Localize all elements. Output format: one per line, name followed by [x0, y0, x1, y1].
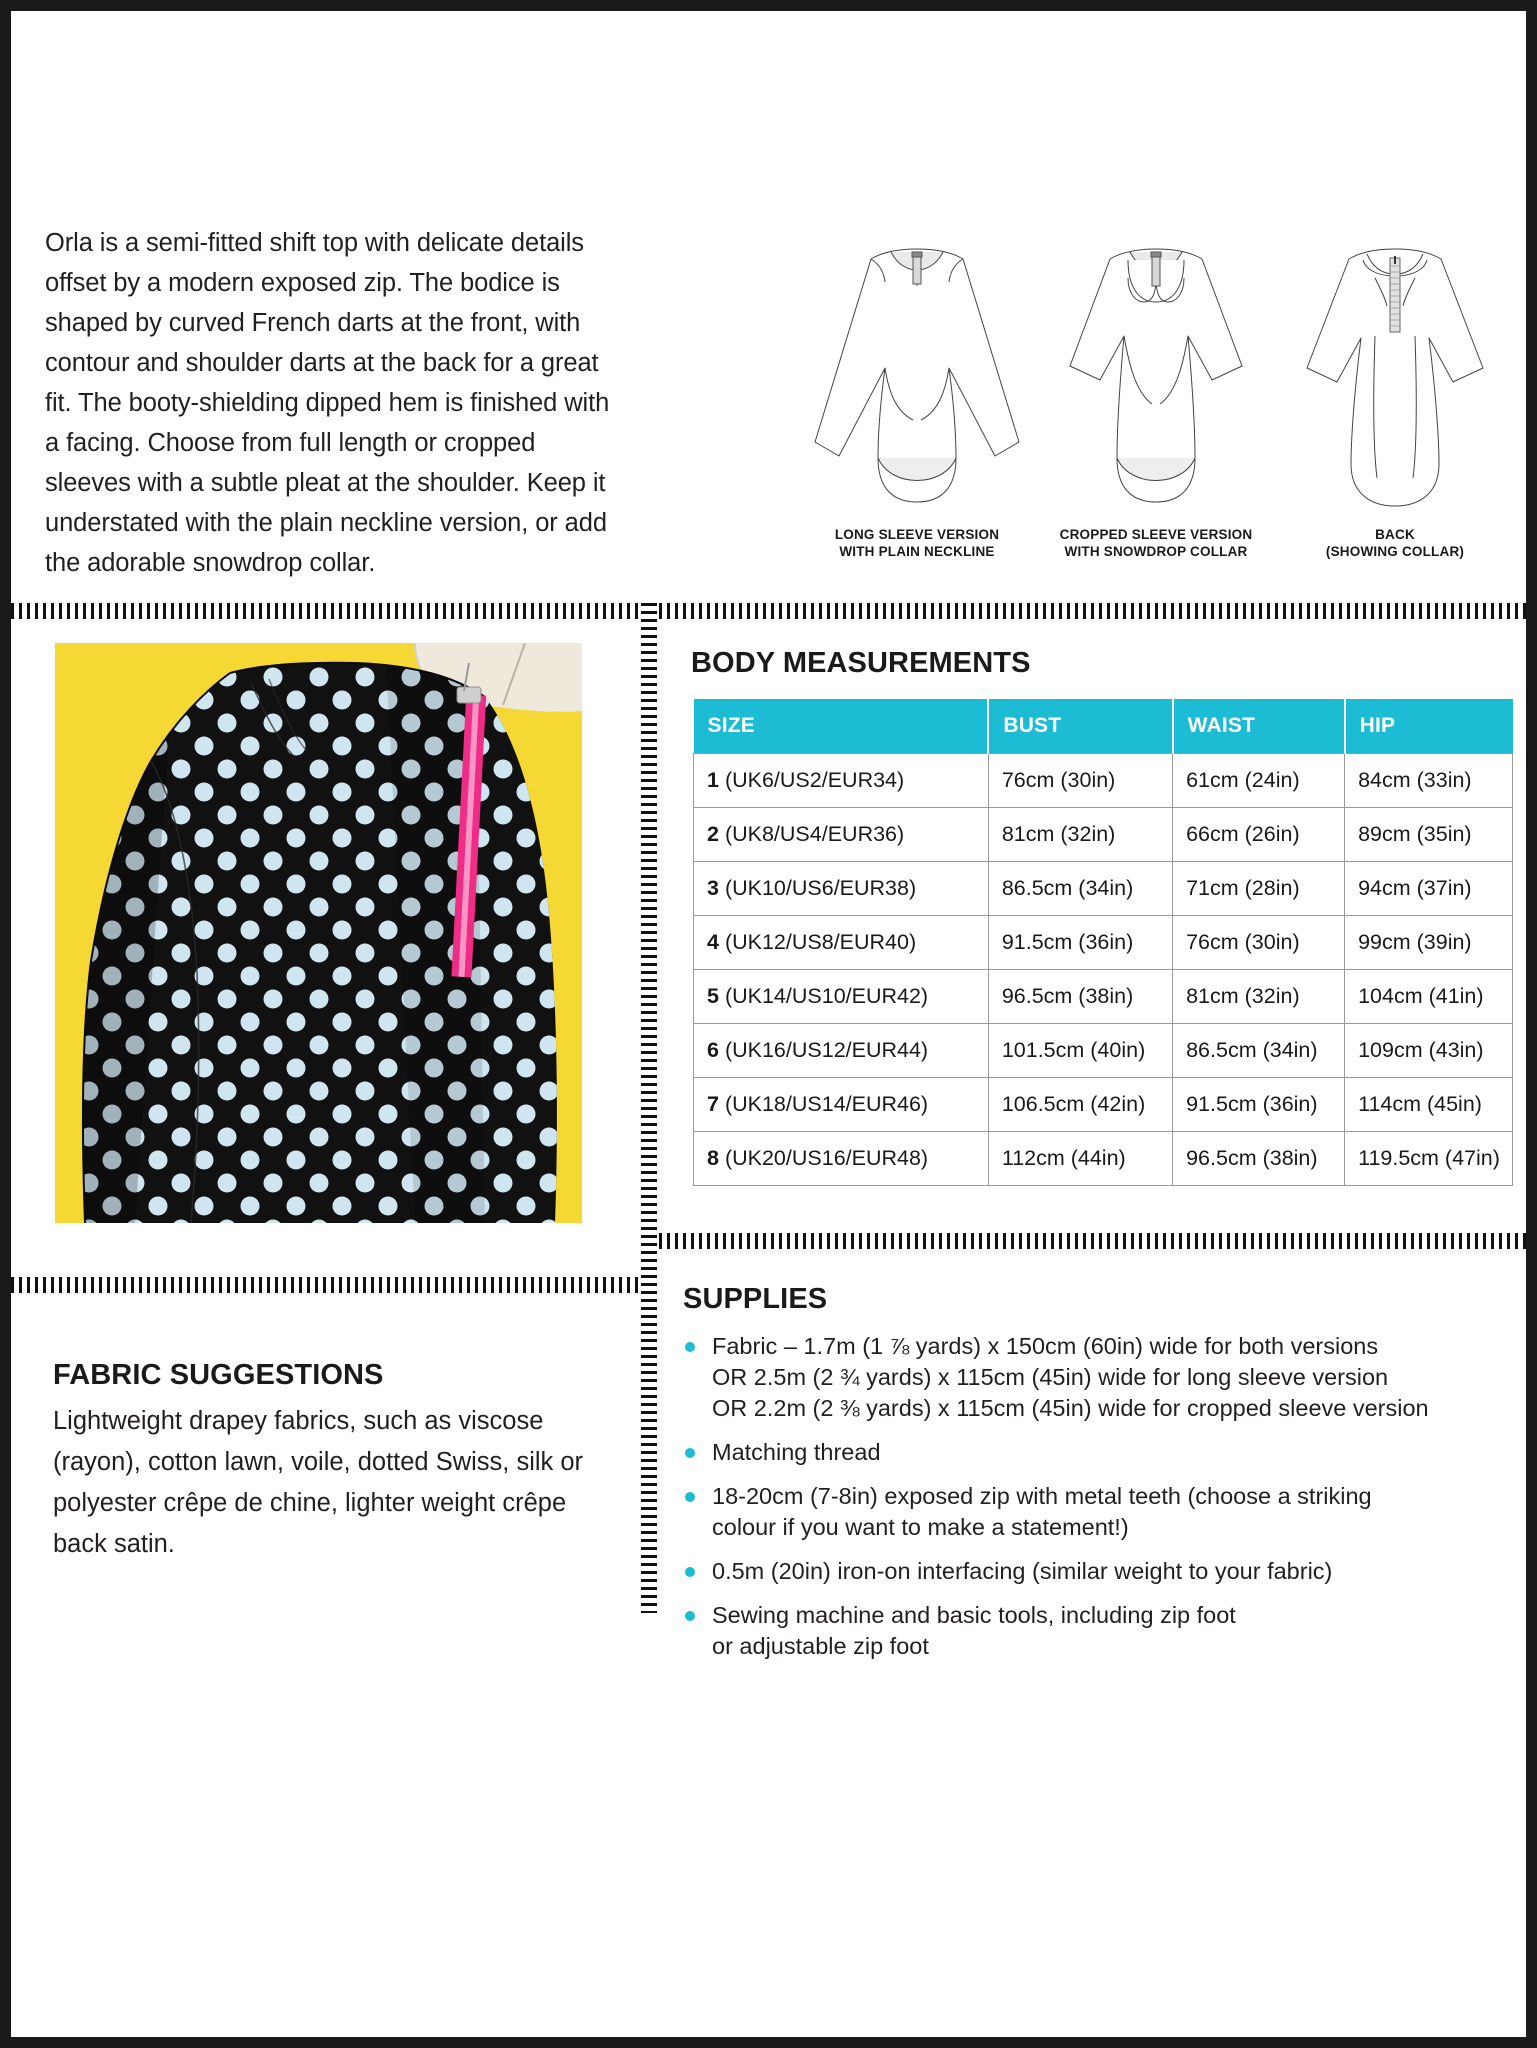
divider-mid-left [11, 1277, 641, 1293]
table-row [694, 808, 1513, 862]
cell-waist: 71cm (28in) [1173, 862, 1345, 916]
cell-bust: 96.5cm (38in) [988, 970, 1172, 1024]
table-row [694, 970, 1513, 1024]
garment-photo [55, 643, 582, 1223]
table-row [694, 1132, 1513, 1186]
table-row [694, 1078, 1513, 1132]
cell-hip: 94cm (37in) [1345, 862, 1513, 916]
supplies-heading: SUPPLIES [683, 1283, 828, 1315]
cell-size: 3 (UK10/US6/EUR38) [694, 862, 989, 916]
table-body [694, 754, 1513, 1186]
intro-paragraph: Orla is a semi-fitted shift top with delicate details offset by a modern exposed zip. The bodice is shaped by curved French darts at the front, with contour and shoulder darts at the back for a great fit. The booty-shielding dipped hem is finished with a facing. Choose from full length or cropped sleeves with a subtle pleat at the shoulder. Keep it understated with the plain neckline version, or add the adorable snowdrop collar. [45, 229, 610, 577]
table-row [694, 862, 1513, 916]
cell-size: 8 (UK20/US16/EUR48) [694, 1132, 989, 1186]
cell-bust: 106.5cm (42in) [988, 1078, 1172, 1132]
cell-hip: 89cm (35in) [1345, 808, 1513, 862]
column-header-bust: BUST [988, 699, 1172, 754]
supply-line: colour if you want to make a statement!) [712, 1514, 1129, 1540]
caption-line-2: WITH SNOWDROP COLLAR [1064, 544, 1248, 559]
page-inner [11, 11, 1526, 2037]
cell-size: 6 (UK16/US12/EUR44) [694, 1024, 989, 1078]
cell-waist: 81cm (32in) [1173, 970, 1345, 1024]
caption-line-1: CROPPED SLEEVE VERSION [1059, 527, 1253, 542]
cell-size: 1 (UK6/US2/EUR34) [694, 754, 989, 808]
cell-waist: 96.5cm (38in) [1173, 1132, 1345, 1186]
caption-line-2: (SHOWING COLLAR) [1325, 544, 1465, 559]
supply-line: Sewing machine and basic tools, including zip foot [712, 1602, 1236, 1628]
supply-line: or adjustable zip foot [712, 1633, 929, 1659]
technical-drawing-captions [801, 526, 1511, 560]
supply-line: Matching thread [712, 1439, 881, 1465]
cell-bust: 112cm (44in) [988, 1132, 1172, 1186]
fabric-suggestions-body: Lightweight drapey fabrics, such as viscose (rayon), cotton lawn, voile, dotted Swiss, silk or polyester crêpe de chine, lighter weight crêpe back satin. [53, 1407, 584, 1558]
cell-hip: 84cm (33in) [1345, 754, 1513, 808]
column-header-hip: HIP [1345, 699, 1513, 754]
cell-waist: 91.5cm (36in) [1173, 1078, 1345, 1132]
list-item [683, 1437, 1523, 1468]
cell-size: 7 (UK18/US14/EUR46) [694, 1078, 989, 1132]
caption-long-sleeve [801, 526, 1033, 560]
divider-top-right [659, 603, 1526, 619]
technical-drawing-back [1279, 216, 1511, 516]
column-header-size: SIZE [694, 699, 989, 754]
table-row [694, 1024, 1513, 1078]
list-item [683, 1481, 1523, 1543]
cell-hip: 104cm (41in) [1345, 970, 1513, 1024]
divider-vertical-upper [641, 603, 657, 1243]
technical-drawings [801, 206, 1511, 516]
caption-line-1: BACK [1375, 527, 1415, 542]
supply-line: OR 2.5m (2 ¾ yards) x 115cm (45in) wide for long sleeve version [712, 1364, 1389, 1390]
bullet-icon [685, 1611, 695, 1621]
supply-line: 0.5m (20in) iron-on interfacing (similar weight to your fabric) [712, 1558, 1333, 1584]
cell-waist: 61cm (24in) [1173, 754, 1345, 808]
bullet-icon [685, 1448, 695, 1458]
bullet-icon [685, 1342, 695, 1352]
bullet-icon [685, 1567, 695, 1577]
list-item [683, 1600, 1523, 1662]
caption-cropped-sleeve [1040, 526, 1272, 560]
divider-mid-right [659, 1233, 1526, 1249]
cell-hip: 119.5cm (47in) [1345, 1132, 1513, 1186]
bullet-icon [685, 1492, 695, 1502]
caption-line-2: WITH PLAIN NECKLINE [839, 544, 995, 559]
fabric-suggestions-heading: FABRIC SUGGESTIONS [53, 1359, 384, 1391]
cell-bust: 81cm (32in) [988, 808, 1172, 862]
supplies-list [683, 1331, 1523, 1675]
caption-line-1: LONG SLEEVE VERSION [834, 527, 1000, 542]
cell-waist: 86.5cm (34in) [1173, 1024, 1345, 1078]
cell-waist: 76cm (30in) [1173, 916, 1345, 970]
table-row [694, 916, 1513, 970]
list-item [683, 1556, 1523, 1587]
body-measurements-table [693, 699, 1513, 1186]
technical-drawing-long-sleeve [801, 216, 1033, 516]
list-item [683, 1331, 1523, 1424]
supply-line: OR 2.2m (2 ⅜ yards) x 115cm (45in) wide for cropped sleeve version [712, 1395, 1429, 1421]
divider-top-left [11, 603, 641, 619]
cell-bust: 86.5cm (34in) [988, 862, 1172, 916]
body-measurements-table-wrap [693, 699, 1513, 1186]
body-measurements-heading: BODY MEASUREMENTS [691, 647, 1031, 679]
cell-bust: 91.5cm (36in) [988, 916, 1172, 970]
cell-size: 5 (UK14/US10/EUR42) [694, 970, 989, 1024]
supply-line: 18-20cm (7-8in) exposed zip with metal teeth (choose a striking [712, 1483, 1372, 1509]
cell-hip: 109cm (43in) [1345, 1024, 1513, 1078]
divider-vertical-lower [641, 1243, 657, 1613]
technical-drawing-cropped-sleeve [1040, 216, 1272, 516]
cell-size: 4 (UK12/US8/EUR40) [694, 916, 989, 970]
table-row [694, 754, 1513, 808]
cell-hip: 114cm (45in) [1345, 1078, 1513, 1132]
cell-size: 2 (UK8/US4/EUR36) [694, 808, 989, 862]
supply-line: Fabric – 1.7m (1 ⅞ yards) x 150cm (60in) wide for both versions [712, 1333, 1379, 1359]
cell-bust: 101.5cm (40in) [988, 1024, 1172, 1078]
cell-bust: 76cm (30in) [988, 754, 1172, 808]
cell-hip: 99cm (39in) [1345, 916, 1513, 970]
cell-waist: 66cm (26in) [1173, 808, 1345, 862]
caption-back-view [1279, 526, 1511, 560]
column-header-waist: WAIST [1173, 699, 1345, 754]
table-header-row [694, 699, 1513, 754]
